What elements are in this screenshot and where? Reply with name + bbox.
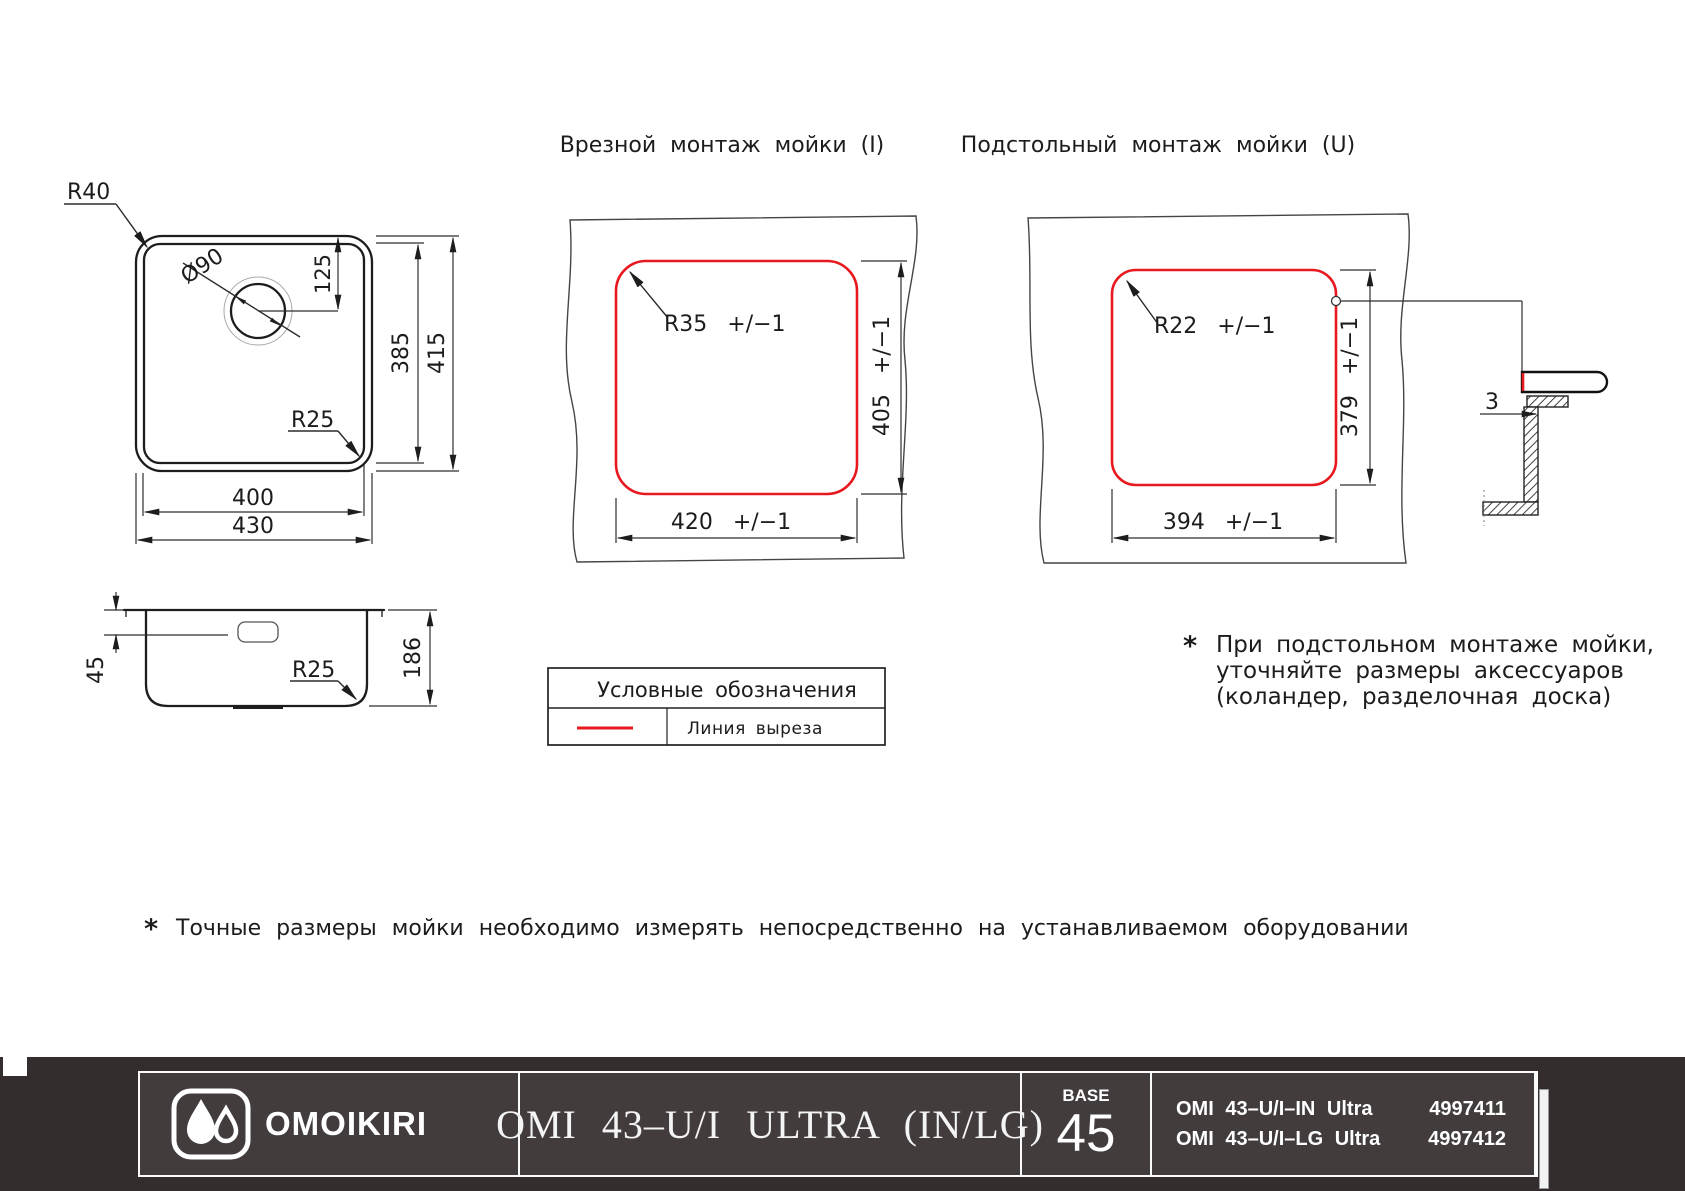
base-value: 45 (1056, 1104, 1116, 1164)
sink-bottom-section (1483, 502, 1538, 515)
callout-r40 (64, 180, 147, 247)
dim-385-415 (376, 236, 459, 471)
note-exact-dimensions (144, 914, 1409, 945)
brand-cell (140, 1073, 520, 1175)
footer-bar (0, 1057, 1685, 1191)
arrowhead (235, 296, 246, 304)
dim-45 (84, 592, 228, 684)
sink-outer-rim (136, 236, 372, 471)
undermount-view-title: Подстольный монтаж мойки (U) (960, 133, 1356, 158)
dim-420-label: 420 +/−1 (670, 510, 792, 535)
sku-cell (1152, 1073, 1536, 1175)
note-line: При подстольном монтаже мойки, (1216, 632, 1654, 658)
sku-code: 4997411 (1429, 1097, 1506, 1120)
drain-pad (233, 705, 283, 709)
r25-profile-label: R25 (292, 658, 336, 683)
legend-title: Условные обозначения (597, 678, 857, 702)
detail-marker-circle (1332, 297, 1341, 306)
title-block (138, 1071, 1538, 1177)
dim-379-label: 379 +/−1 (1338, 316, 1363, 438)
model-name: OMI 43–U/I ULTRA (IN/LG) (496, 1101, 1044, 1147)
undermount-view (961, 133, 1522, 563)
scan-artifact-bar (1539, 1089, 1549, 1189)
dim-385-label: 385 (389, 332, 414, 374)
scan-notch (3, 1057, 27, 1076)
sku-name: OMI 43–U/I–IN Ultra (1176, 1097, 1373, 1120)
legend-table (548, 668, 885, 745)
omoikiri-logo-icon (170, 1087, 252, 1161)
dim-45-label: 45 (84, 656, 109, 684)
overflow-hole (238, 622, 278, 642)
r25-plan-label: R25 (291, 408, 335, 433)
note-line: уточняйте размеры аксессуаров (1216, 658, 1624, 684)
callout-r25-plan (288, 408, 359, 456)
sku-row (1176, 1098, 1506, 1121)
note-line: Точные размеры мойки необходимо измерять непосредственно на устанавливаемом оборудовании (176, 916, 1409, 941)
note-line: (коландер, разделочная доска) (1216, 684, 1612, 710)
base-cell (1022, 1073, 1152, 1175)
asterisk: * (144, 914, 159, 945)
asterisk: * (1183, 631, 1198, 662)
r22-label: R22 +/−1 (1154, 314, 1276, 339)
sku-name: OMI 43–U/I–LG Ultra (1176, 1127, 1381, 1150)
note-undermount-accessories (1183, 631, 1654, 710)
dim-394-label: 394 +/−1 (1162, 510, 1284, 535)
r35-label: R35 +/−1 (664, 312, 786, 337)
dim-415-label: 415 (425, 332, 450, 374)
countertop-section (1522, 372, 1607, 392)
dim-405-label: 405 +/−1 (870, 315, 895, 437)
dim-430-label: 430 (232, 514, 274, 539)
sku-code: 4997412 (1428, 1127, 1506, 1150)
sink-flange-section (1527, 396, 1568, 407)
sku-row (1176, 1128, 1506, 1151)
plan-view (64, 180, 459, 544)
dim-125-label: 125 (311, 253, 335, 295)
inset-view-title: Врезной монтаж мойки (I) (559, 133, 885, 158)
edge-section-detail (1480, 372, 1607, 526)
dim-186 (369, 610, 437, 706)
r40-label: R40 (67, 180, 111, 205)
inset-mount-view (560, 133, 917, 562)
model-cell (496, 1073, 1044, 1175)
profile-view (84, 592, 437, 709)
dim-3-label: 3 (1485, 390, 1499, 415)
arrowhead (270, 318, 281, 326)
sink-wall-section (1524, 407, 1538, 502)
dim-186-label: 186 (401, 637, 426, 679)
callout-r25-profile (290, 658, 356, 699)
drain-diameter-label: Ø90 (176, 243, 229, 290)
dim-400-430 (136, 465, 372, 544)
dim-125 (258, 238, 338, 311)
brand-name: OMOIKIRI (265, 1105, 427, 1142)
legend-cut-line-label: Линия выреза (687, 719, 823, 739)
dim-400-label: 400 (232, 486, 274, 511)
water-drop-outline (216, 1109, 236, 1141)
water-drop-filled (187, 1099, 215, 1144)
base-label: BASE (1062, 1086, 1110, 1106)
